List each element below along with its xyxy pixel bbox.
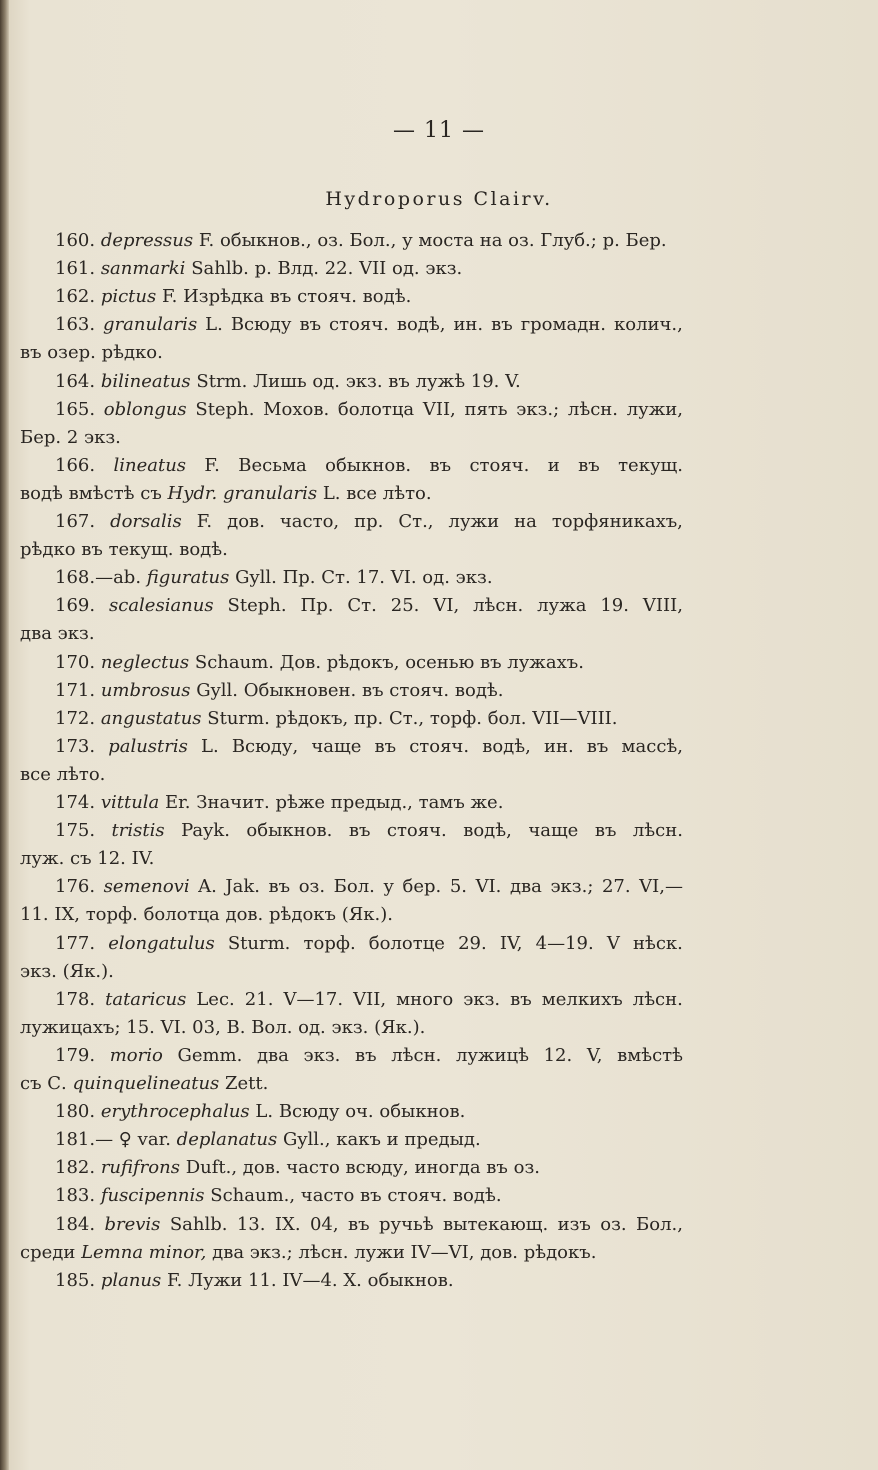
entry-word: лѣсн. <box>632 820 683 842</box>
entry-word: V <box>606 932 620 954</box>
entry-word: дов. <box>227 511 265 532</box>
entry-continuation: экз. (Як.). <box>20 960 114 982</box>
entry-word: водѣ, <box>396 314 446 336</box>
continuation-text: водѣ вмѣстѣ съ <box>20 482 168 504</box>
entry-word: V—17. <box>283 988 344 1010</box>
entry-line <box>55 792 503 814</box>
entry-word: въ <box>594 820 617 842</box>
entry-word: болотце <box>368 932 445 954</box>
entry-word: Ст., <box>398 511 434 532</box>
entry-line <box>55 1101 465 1123</box>
entry-word: Бол. <box>333 876 375 898</box>
entry-text: Duft., дов. часто всюду, иногда въ оз. <box>185 1157 540 1179</box>
entry-line <box>55 371 521 393</box>
entry-word: громадн. <box>520 314 607 336</box>
entry-word: IV, <box>499 932 523 954</box>
entry-text: Gyll. Пр. Ст. 17. VI. од. экз. <box>235 567 493 589</box>
entry-continuation: Бер. 2 экз. <box>20 426 121 448</box>
entry-number: 165. <box>55 398 96 420</box>
entry-line <box>55 1214 683 1236</box>
species-name: morio <box>109 1044 163 1066</box>
entry-number: 169. <box>55 595 96 617</box>
entry-line <box>55 820 683 842</box>
entry-number: 166. <box>55 454 96 476</box>
species-name: semenovi <box>103 876 190 898</box>
entry-word: мелкихъ <box>541 988 623 1010</box>
species-name: pictus <box>100 286 157 308</box>
entry-number: 163. <box>55 314 96 336</box>
entry-word: Gemm. <box>177 1044 243 1066</box>
entry-word: Пр. <box>300 595 334 617</box>
entry-number: 179. <box>55 1044 96 1066</box>
entry-word: лѣсн. <box>391 1044 442 1066</box>
continuation-text: L. все лѣто. <box>317 482 432 504</box>
species-name: rufifrons <box>100 1157 180 1179</box>
species-name: planus <box>100 1269 162 1291</box>
entry-text: Gyll. Обыкновен. въ стояч. водѣ. <box>196 679 504 701</box>
continuation-text: два экз.; лѣсн. лужи IV—VI, дов. рѣдокъ. <box>206 1241 597 1263</box>
entry-line <box>55 595 683 617</box>
entry-word: изъ <box>557 1213 591 1235</box>
entry-line <box>55 736 683 758</box>
entry-number: 178. <box>55 988 96 1010</box>
species-name: figuratus <box>146 567 230 589</box>
entry-word: у <box>383 876 394 898</box>
entry-word: лѣсн. <box>567 398 618 420</box>
entry-word: Steph. <box>227 595 287 617</box>
entry-word: текущ. <box>618 454 683 476</box>
entry-text: L. Всюду оч. обыкнов. <box>255 1101 466 1123</box>
species-name: sanmarki <box>100 258 186 280</box>
entry-word: лѣсн. <box>632 988 683 1010</box>
entry-word: бер. <box>402 876 442 898</box>
species-name: neglectus <box>100 651 190 673</box>
entry-text: Gyll., какъ и предыд. <box>282 1129 481 1151</box>
entry-line <box>55 314 683 336</box>
entry-word: Бол., <box>636 1213 683 1235</box>
entry-word: въ <box>347 1213 370 1235</box>
entry-number: 173. <box>55 735 96 757</box>
entry-word: экз.; <box>550 876 594 898</box>
entry-word: Sahlb. <box>169 1213 228 1235</box>
entry-number: 170. <box>55 651 96 673</box>
entry-word: VI, <box>433 595 460 617</box>
entry-continuation <box>20 1073 268 1095</box>
entry-number: 180. <box>55 1101 96 1123</box>
continuation-text: съ С. <box>20 1073 73 1094</box>
species-name: vittula <box>100 792 160 813</box>
species-name: erythrocephalus <box>100 1101 250 1123</box>
continuation-text: Zett. <box>219 1073 269 1094</box>
entry-word: въ <box>374 735 397 757</box>
entry-word: ин. <box>543 735 574 757</box>
species-name: Lemna minor, <box>81 1241 207 1263</box>
entry-word: F. <box>196 511 213 532</box>
entry-number: 172. <box>55 707 96 729</box>
entry-text: Sturm. рѣдокъ, пр. Ст., торф. бол. VII—VIII. <box>207 707 618 729</box>
entry-word: стояч. <box>469 454 530 476</box>
species-name: scalesianus <box>109 595 214 617</box>
entry-word: много <box>396 988 454 1010</box>
entry-line <box>55 258 462 280</box>
entry-word: Всюду, <box>231 735 299 757</box>
entry-word: вытекающ. <box>443 1213 549 1235</box>
entry-line <box>55 1045 683 1067</box>
entry-number: 161. <box>55 258 96 280</box>
entry-word: водѣ, <box>463 820 512 842</box>
entry-word: пять <box>464 398 508 420</box>
entry-word: 27. <box>601 876 631 898</box>
entry-word: V, <box>586 1044 603 1066</box>
entry-word: экз.; <box>516 398 560 420</box>
entry-word: Мохов. <box>263 398 330 420</box>
entry-word: нѣск. <box>632 932 683 954</box>
entry-number: 183. <box>55 1185 96 1207</box>
species-name: umbrosus <box>100 679 191 701</box>
entry-word: въ <box>578 454 600 476</box>
entry-word: на <box>514 511 537 532</box>
entry-word: водѣ, <box>482 735 531 757</box>
species-name: granularis <box>103 314 198 336</box>
entry-word: вмѣстѣ <box>617 1044 683 1066</box>
species-name: oblongus <box>103 398 187 420</box>
entry-word: оз. <box>600 1213 627 1235</box>
entry-word: Lec. <box>196 988 235 1010</box>
entry-word: 5. <box>449 876 468 898</box>
page-spine-edge <box>0 0 9 1470</box>
entry-word: два <box>509 876 542 898</box>
entry-line <box>55 399 683 421</box>
entry-text: F. обыкнов., оз. Бол., у моста на оз. Глуб.; р. Бер. <box>198 230 667 251</box>
entry-continuation: два экз. <box>20 623 95 645</box>
entry-number: 164. <box>55 370 96 392</box>
entry-word: обыкнов. <box>246 820 333 842</box>
entry-text: Strm. Лишь од. экз. въ лужѣ 19. V. <box>196 370 521 392</box>
entry-line <box>55 1129 481 1151</box>
entry-word: обыкнов. <box>325 454 412 476</box>
entry-word: стояч. <box>386 820 447 842</box>
entry-line <box>55 876 683 898</box>
entry-word: въ <box>355 1044 377 1066</box>
entry-line <box>55 933 683 955</box>
entry-number: 182. <box>55 1157 96 1179</box>
entry-word: и <box>547 454 560 476</box>
entry-word: F. <box>204 454 220 476</box>
entry-word: лѣсн. <box>473 595 524 617</box>
species-name: Hydr. granularis <box>167 482 318 504</box>
entry-word: A. <box>198 876 217 898</box>
entry-word: Jak. <box>225 876 260 898</box>
species-name: depressus <box>100 230 194 251</box>
entry-text: F. Изрѣдка въ стояч. водѣ. <box>161 286 412 308</box>
entry-line <box>55 1157 540 1179</box>
entry-line <box>55 1185 502 1207</box>
entry-word: VI. <box>475 876 502 898</box>
entry-word: торф. <box>303 932 356 954</box>
entry-word: 19. <box>600 595 629 617</box>
entry-number: 175. <box>55 820 96 842</box>
species-name: deplanatus <box>176 1129 278 1151</box>
entry-word: два <box>256 1044 289 1066</box>
entry-word: Sturm. <box>227 932 291 954</box>
entry-word: лужи, <box>626 398 683 420</box>
entry-word: чаще <box>311 735 362 757</box>
entry-number: 174. <box>55 792 96 813</box>
entry-word: чаще <box>528 820 579 842</box>
entry-word: экз. <box>463 988 501 1010</box>
entry-continuation <box>20 483 432 505</box>
entry-line <box>55 455 683 477</box>
entry-word: оз. <box>298 876 326 898</box>
entry-continuation <box>20 1242 596 1264</box>
entry-number: 171. <box>55 679 96 701</box>
entry-word: болотца <box>337 398 415 420</box>
species-name: angustatus <box>100 707 202 729</box>
entry-word: въ <box>268 876 291 898</box>
entry-line <box>55 286 411 308</box>
entry-word: ин. <box>453 314 484 336</box>
section-title: Hydroporus Clairv. <box>325 188 553 210</box>
entry-line <box>55 230 667 252</box>
entry-word: въ <box>491 314 513 336</box>
entry-word: въ <box>510 988 532 1010</box>
entry-continuation: рѣдко въ текущ. водѣ. <box>20 539 228 561</box>
species-name: palustris <box>108 735 188 757</box>
entry-word: въ <box>429 454 452 476</box>
entry-continuation: все лѣто. <box>20 763 106 785</box>
entry-word: въ <box>299 314 322 336</box>
entry-number: 176. <box>55 876 96 898</box>
entry-line <box>55 652 584 674</box>
entry-text: F. Лужи 11. IV—4. X. обыкнов. <box>166 1269 454 1291</box>
entry-text: Er. Значит. рѣже предыд., тамъ же. <box>165 792 504 813</box>
entry-number: 184. <box>55 1213 96 1235</box>
species-name: lineatus <box>113 454 187 476</box>
entry-word: 25. <box>390 595 420 617</box>
entry-word: лужа <box>537 595 587 617</box>
entry-line <box>55 989 683 1011</box>
entry-continuation: въ озер. рѣдко. <box>20 342 163 364</box>
entry-number: 185. <box>55 1269 96 1291</box>
entry-word: Ст. <box>347 595 377 617</box>
entry-word: L. <box>205 314 223 336</box>
entry-word: VII, <box>353 988 387 1010</box>
entry-word: 12. <box>543 1044 573 1066</box>
entry-continuation: лужицахъ; 15. VI. 03, В. Вол. од. экз. (Як.). <box>20 1016 426 1038</box>
entry-number: 181.— ♀ var. <box>55 1129 171 1151</box>
entry-number: 160. <box>55 230 96 251</box>
entry-number: 162. <box>55 286 96 308</box>
entry-word: 04, <box>309 1213 339 1235</box>
entry-number: 168.—ab. <box>55 567 142 589</box>
entry-continuation: луж. съ 12. IV. <box>20 848 155 870</box>
entry-text: Schaum., часто въ стояч. водѣ. <box>210 1185 502 1207</box>
entry-word: лужи <box>448 511 500 532</box>
continuation-text: среди <box>20 1241 82 1263</box>
entry-line <box>55 567 493 589</box>
entry-word: часто, <box>279 511 340 532</box>
species-name: elongatulus <box>108 932 215 954</box>
entry-word: 13. <box>236 1213 266 1235</box>
entry-word: Steph. <box>195 398 255 420</box>
entry-word: колич., <box>613 314 683 336</box>
entry-word: Весьма <box>238 454 307 476</box>
species-name: tataricus <box>105 988 187 1010</box>
entry-word: лужицѣ <box>455 1044 529 1066</box>
entry-text: Schaum. Дов. рѣдокъ, осенью въ лужахъ. <box>194 651 584 673</box>
species-name: bilineatus <box>100 370 191 392</box>
entry-word: 21. <box>244 988 274 1010</box>
entry-text: Sahlb. р. Влд. 22. VII од. экз. <box>191 258 463 280</box>
entry-number: 177. <box>55 932 96 954</box>
entry-word: стояч. <box>329 314 389 336</box>
entry-number: 167. <box>55 511 96 532</box>
entry-word: IX. <box>274 1213 301 1235</box>
entry-continuation: 11. IX, торф. болотца дов. рѣдокъ (Як.). <box>20 904 393 926</box>
entry-word: ручьѣ <box>378 1213 434 1235</box>
entry-word: Всюду <box>230 314 292 336</box>
entry-word: въ <box>348 820 371 842</box>
entry-line <box>55 708 618 730</box>
entry-word: 29. <box>458 932 487 954</box>
species-name: dorsalis <box>110 511 182 532</box>
entry-line <box>55 511 683 533</box>
species-name: brevis <box>104 1213 161 1235</box>
entry-word: торфяникахъ, <box>551 511 683 532</box>
entry-word: стояч. <box>409 735 470 757</box>
entry-word: массѣ, <box>621 735 683 757</box>
entry-word: пр. <box>354 511 384 532</box>
entry-word: Payk. <box>181 820 230 842</box>
entry-word: VI,— <box>639 876 683 898</box>
species-name: quinquelineatus <box>72 1073 220 1094</box>
entry-word: 4—19. <box>535 932 594 954</box>
species-name: tristis <box>111 820 165 842</box>
entry-word: L. <box>201 735 219 757</box>
entry-word: экз. <box>303 1044 341 1066</box>
entry-word: VII, <box>422 398 456 420</box>
page-number-header: — 11 — <box>393 118 485 143</box>
entry-word: VIII, <box>642 595 683 617</box>
species-name: fuscipennis <box>100 1185 205 1207</box>
entry-word: въ <box>586 735 609 757</box>
entry-line <box>55 1270 454 1292</box>
entry-line <box>55 680 504 702</box>
